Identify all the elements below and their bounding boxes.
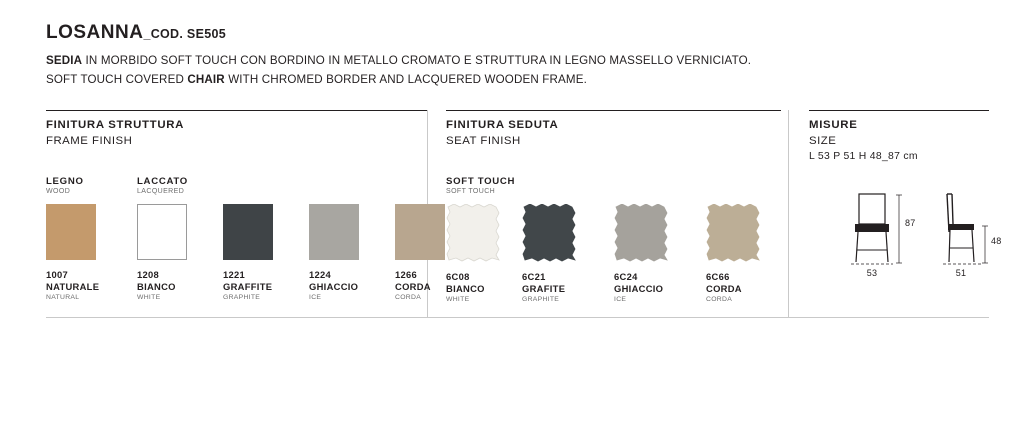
swatch-color-6C08 — [446, 204, 500, 262]
swatch-name-6C08: BIANCO — [446, 283, 485, 294]
product-code: _COD. SE505 — [143, 27, 226, 41]
swatch-name-6C24: GHIACCIO — [614, 283, 664, 294]
fabric-swatch-icon — [614, 204, 668, 262]
swatch-color-1007 — [46, 204, 96, 260]
bottom-divider — [46, 317, 989, 318]
swatch-labels-6C66 — [706, 271, 798, 303]
column-frame-finish — [46, 110, 431, 320]
swatch-labels-1208 — [137, 269, 229, 301]
seat-group-label: SOFT TOUCH — [446, 176, 516, 187]
swatch-en-1007: NATURAL — [46, 294, 80, 301]
size-subheading: SIZE — [809, 135, 837, 147]
swatch-color-1266 — [395, 204, 445, 260]
swatch-code-1007: 1007 — [46, 269, 69, 280]
swatch-color-6C66 — [706, 204, 760, 262]
swatch-name-1266: CORDA — [395, 281, 431, 292]
frame-group-legno-sublabel: WOOD — [46, 188, 71, 195]
seat-group-sublabel: SOFT TOUCH — [446, 188, 496, 195]
frame-group-laccato-sublabel: LACQUERED — [137, 188, 185, 195]
frame-subheading: FRAME FINISH — [46, 135, 133, 147]
frame-group-laccato — [137, 176, 188, 195]
description-italian — [46, 53, 986, 70]
swatch-en-1266: CORDA — [395, 294, 422, 301]
swatch-color-1221 — [223, 204, 273, 260]
frame-group-laccato-label: LACCATO — [137, 176, 188, 187]
swatch-code-6C24: 6C24 — [614, 271, 638, 282]
swatch-labels-6C21 — [522, 271, 614, 303]
frame-group-labels — [46, 176, 427, 202]
swatch-code-1208: 1208 — [137, 269, 160, 280]
description-english — [46, 72, 986, 89]
seat-group-soft-touch — [446, 176, 515, 195]
swatch-en-1221: GRAPHITE — [223, 294, 261, 301]
swatch-name-1208: BIANCO — [137, 281, 176, 292]
size-heading: MISURE — [809, 119, 858, 131]
side-height-label: 48 — [991, 236, 1002, 246]
seat-heading: FINITURA SEDUTA — [446, 119, 559, 131]
frame-group-legno-label: LEGNO — [46, 176, 84, 187]
swatch-color-1208 — [137, 204, 187, 260]
swatch-code-6C66: 6C66 — [706, 271, 730, 282]
swatch-code-6C21: 6C21 — [522, 271, 546, 282]
description-english-pre: SOFT TOUCH COVERED — [46, 72, 188, 86]
side-width-label: 51 — [955, 268, 967, 278]
swatch-item-6C21[interactable] — [522, 204, 614, 303]
product-name: LOSANNA — [46, 22, 144, 43]
swatch-color-6C24 — [614, 204, 668, 262]
swatch-name-6C21: GRAFITE — [522, 283, 566, 294]
swatch-labels-1221 — [223, 269, 315, 301]
seat-subheading: SEAT FINISH — [446, 135, 521, 147]
swatch-item-1221[interactable] — [223, 204, 315, 301]
swatch-labels-1007 — [46, 269, 138, 301]
column-seat-finish — [446, 110, 781, 320]
size-dimensions: L 53 P 51 H 48_87 cm — [809, 151, 918, 162]
swatch-en-6C08: WHITE — [446, 296, 470, 303]
swatch-color-6C21 — [522, 204, 576, 262]
swatch-en-1208: WHITE — [137, 294, 161, 301]
page-title — [46, 22, 986, 44]
swatch-code-1266: 1266 — [395, 269, 418, 280]
column-size — [809, 110, 1002, 320]
front-height-label: 87 — [905, 218, 916, 228]
swatch-item-6C24[interactable] — [614, 204, 706, 303]
swatch-item-1224[interactable] — [309, 204, 401, 301]
chair-side-view-icon — [939, 192, 1002, 278]
description-english-rest: WITH CHROMED BORDER AND LACQUERED WOODEN FRAME. — [224, 72, 587, 86]
swatch-item-6C66[interactable] — [706, 204, 798, 303]
front-width-label: 53 — [866, 268, 878, 278]
swatch-en-6C21: GRAPHITE — [522, 296, 560, 303]
swatch-code-1221: 1221 — [223, 269, 246, 280]
seat-group-labels — [446, 176, 781, 202]
chair-front-view-icon — [847, 192, 916, 278]
description-italian-bold: SEDIA — [46, 54, 83, 67]
swatch-code-1224: 1224 — [309, 269, 332, 280]
swatch-name-6C66: CORDA — [706, 283, 742, 294]
swatch-item-1208[interactable] — [137, 204, 229, 301]
fabric-swatch-icon — [522, 204, 576, 262]
swatch-labels-6C24 — [614, 271, 706, 303]
swatch-en-6C66: CORDA — [706, 296, 733, 303]
swatch-name-1007: NATURALE — [46, 281, 100, 292]
description-italian-rest: IN MORBIDO SOFT TOUCH CON BORDINO IN METALLO CROMATO E STRUTTURA IN LEGNO MASSELLO VERNICIATO. — [82, 54, 752, 67]
swatch-name-1221: GRAFFITE — [223, 281, 273, 292]
fabric-swatch-icon — [446, 204, 500, 262]
technical-drawings — [809, 192, 1002, 312]
header — [46, 22, 986, 89]
swatch-color-1224 — [309, 204, 359, 260]
swatch-code-6C08: 6C08 — [446, 271, 470, 282]
description-english-bold: CHAIR — [187, 72, 225, 86]
frame-group-legno — [46, 176, 84, 195]
swatch-en-6C24: ICE — [614, 296, 627, 303]
swatch-item-1007[interactable] — [46, 204, 138, 301]
fabric-swatch-icon — [706, 204, 760, 262]
frame-heading: FINITURA STRUTTURA — [46, 119, 185, 131]
swatch-en-1224: ICE — [309, 294, 322, 301]
swatch-labels-1224 — [309, 269, 401, 301]
finish-columns — [46, 110, 1002, 320]
swatch-name-1224: GHIACCIO — [309, 281, 359, 292]
